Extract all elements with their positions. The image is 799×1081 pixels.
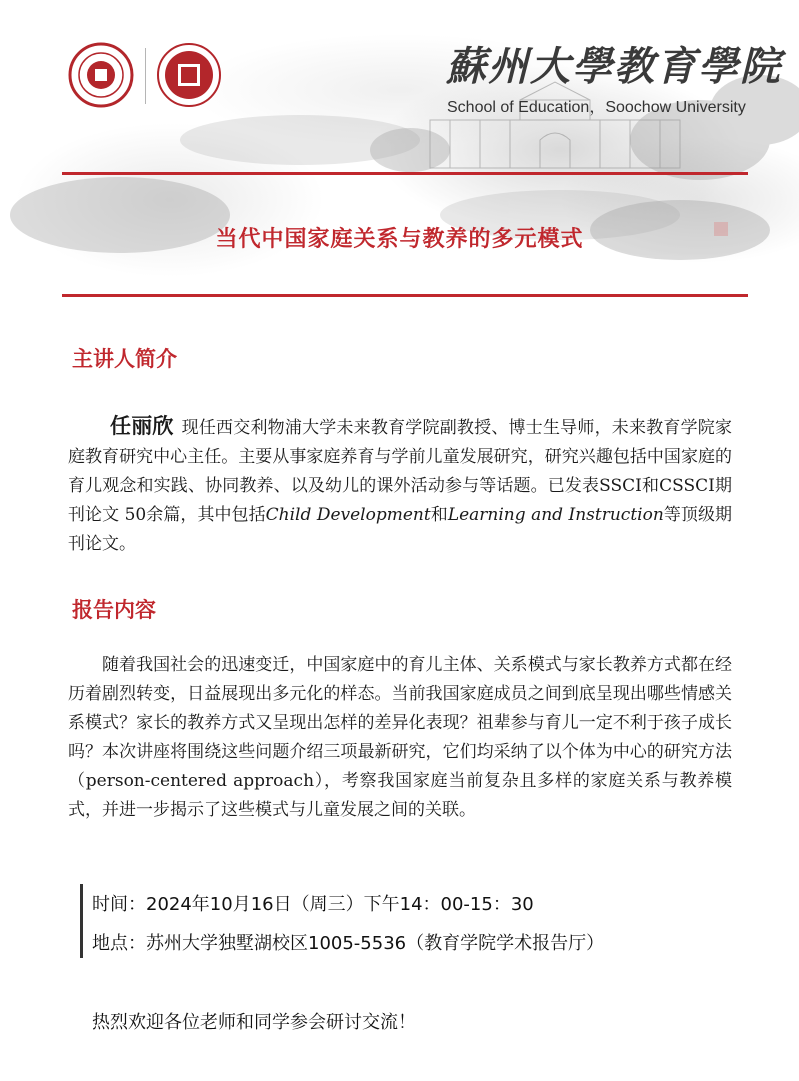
- school-of-education-seal-icon: [156, 42, 222, 108]
- event-venue: 地点：苏州大学独墅湖校区1005-5536（教育学院学术报告厅）: [92, 933, 605, 954]
- speaker-bio-ending: 等顶级期刊论文。: [68, 505, 733, 554]
- report-abstract: [68, 651, 732, 825]
- journal-child-development: Child Development: [265, 505, 431, 525]
- speaker-section-heading: 主讲人简介: [72, 347, 177, 371]
- soochow-university-seal-icon: [68, 42, 134, 108]
- title-rule-bottom: [62, 294, 748, 297]
- journal-learning-and-instruction: Learning and Instruction: [447, 505, 664, 525]
- college-name-english: School of Education，Soochow University: [447, 99, 746, 116]
- info-accent-bar: [80, 884, 83, 958]
- logo-divider: [145, 48, 146, 104]
- college-name-chinese: 蘇州大學教育學院: [446, 43, 782, 90]
- speaker-bio-text: 现任西交利物浦大学未来教育学院副教授、博士生导师，未来教育学院家庭教育研究中心主任。主要从事家庭养育与学前儿童发展研究，研究兴趣包括中国家庭的育儿观念和实践、协同教养、以及幼儿的课外活动参与等话题。已发表SSCI和CSSCI期刊论文 50余篇，其中包括: [68, 418, 733, 525]
- speaker-bio: [68, 412, 732, 559]
- report-abstract-text: 随着我国社会的迅速变迁，中国家庭中的育儿主体、关系模式与家长教养方式都在经历着剧烈转变，日益展现出多元化的样态。当前我国家庭成员之间到底呈现出哪些情感关系模式？家长的教养方式又呈现出怎样的差异化表现？祖辈参与育儿一定不利于孩子成长吗？本次讲座将围绕这些问题介绍三项最新研究，它们均采纳了以个体为中心的研究方法（person-centered approach），考察我国家庭当前复杂且多样的家庭关系与教养模式，并进一步揭示了这些模式与儿童发展之间的关联。: [68, 655, 732, 820]
- speaker-name: 任丽欣: [110, 414, 174, 438]
- lecture-title: 当代中国家庭关系与教养的多元模式: [215, 227, 584, 252]
- event-time: 时间：2024年10月16日（周三）下午14：00-15：30: [92, 894, 534, 915]
- report-section-heading: 报告内容: [72, 598, 156, 622]
- welcome-message: 热烈欢迎各位老师和同学参会研讨交流！: [92, 1012, 416, 1033]
- title-rule-top: [62, 172, 748, 175]
- speaker-bio-and: 和: [430, 505, 448, 525]
